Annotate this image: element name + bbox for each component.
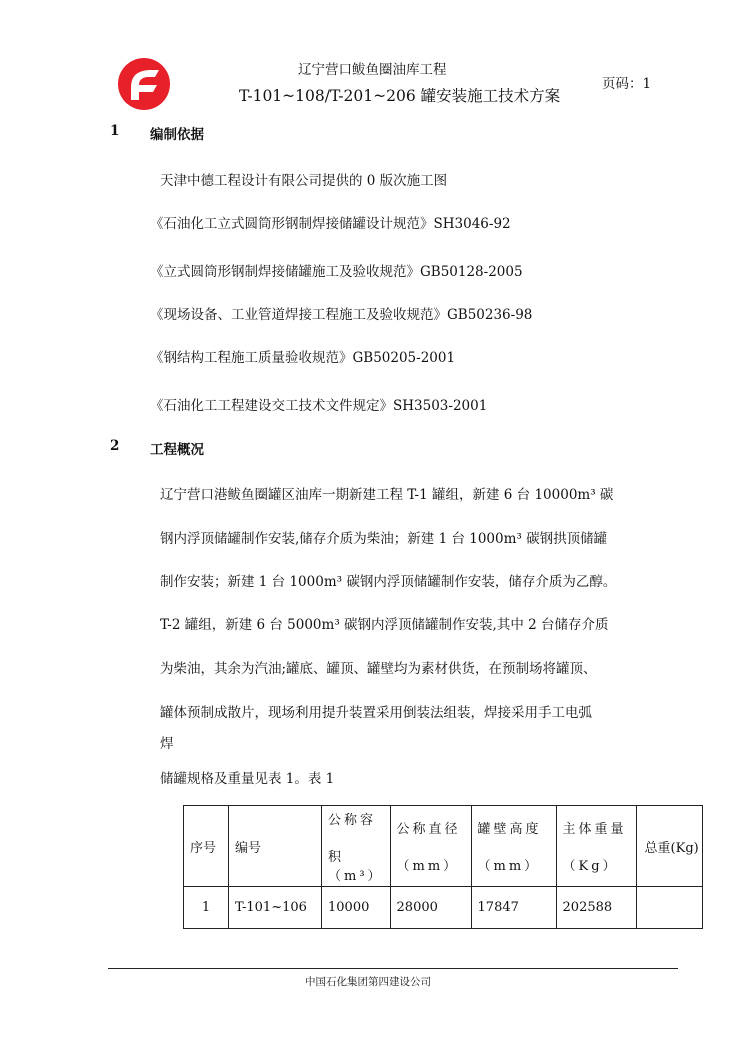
reference-line: 天津中德工程设计有限公司提供的 0 版次施工图 — [160, 173, 448, 189]
reference-line: 《石油化工立式圆筒形钢制焊接储罐设计规范》SH3046-92 — [150, 216, 511, 232]
table-row — [184, 887, 703, 929]
section-1-title: 编制依据 — [150, 127, 204, 143]
reference-line: 《现场设备、工业管道焊接工程施工及验收规范》GB50236-98 — [150, 307, 533, 323]
table-header-row — [184, 806, 703, 887]
header-cell: 序号 — [184, 806, 229, 887]
company-logo-icon — [117, 57, 171, 111]
cell: T-101~106 — [229, 887, 322, 929]
paragraph-line: T-2 罐组，新建 6 台 5000m³ 碳钢内浮顶储罐制作安装,其中 2 台储存介质 — [160, 617, 609, 633]
cell — [636, 887, 702, 929]
cell: 17847 — [471, 887, 556, 929]
reference-line: 《立式圆筒形钢制焊接储罐施工及验收规范》GB50128-2005 — [150, 264, 523, 280]
footer-company: 中国石化集团第四建设公司 — [305, 976, 431, 988]
header-cell: 公称直径 （mm） — [390, 806, 471, 887]
reference-line: 《钢结构工程施工质量验收规范》GB50205-2001 — [150, 350, 456, 366]
paragraph-line: 钢内浮顶储罐制作安装,储存介质为柴油；新建 1 台 1000m³ 碳钢拱顶储罐 — [160, 531, 608, 547]
paragraph-line: 焊 — [160, 736, 174, 752]
reference-line: 《石油化工工程建设交工技术文件规定》SH3503-2001 — [150, 398, 488, 414]
header-cell: 主体重量 （Kg） — [556, 806, 636, 887]
header-cell: 罐壁高度 （mm） — [471, 806, 556, 887]
header-title: T-101~108/T-201~206 罐安装施工技术方案 — [239, 87, 561, 105]
paragraph-line: 辽宁营口港鲅鱼圈罐区油库一期新建工程 T-1 罐组，新建 6 台 10000m³ 碳 — [160, 487, 614, 503]
header-cell: 公称容 积（m³） — [322, 806, 391, 887]
header-project: 辽宁营口鲅鱼圈油库工程 — [298, 62, 447, 78]
header-cell: 总重(Kg) — [636, 806, 702, 887]
table-caption: 储罐规格及重量见表 1。表 1 — [160, 771, 335, 787]
tank-spec-table — [183, 805, 703, 929]
paragraph-line: 为柴油，其余为汽油;罐底、罐顶、罐壁均为素材供货，在预制场将罐顶、 — [160, 661, 597, 677]
cell: 10000 — [322, 887, 391, 929]
paragraph-line: 罐体预制成散片，现场利用提升装置采用倒装法组装，焊接采用手工电弧 — [160, 705, 592, 721]
paragraph-line: 制作安装；新建 1 台 1000m³ 碳钢内浮顶储罐制作安装，储存介质为乙醇。 — [160, 574, 617, 590]
cell: 202588 — [556, 887, 636, 929]
header-cell: 编号 — [229, 806, 322, 887]
section-2-number: 2 — [110, 438, 120, 454]
page-number: 页码：1 — [602, 76, 652, 92]
section-2-title: 工程概况 — [150, 442, 204, 458]
section-1-number: 1 — [110, 123, 120, 139]
cell: 1 — [184, 887, 229, 929]
footer-divider — [108, 968, 678, 969]
cell: 28000 — [390, 887, 471, 929]
